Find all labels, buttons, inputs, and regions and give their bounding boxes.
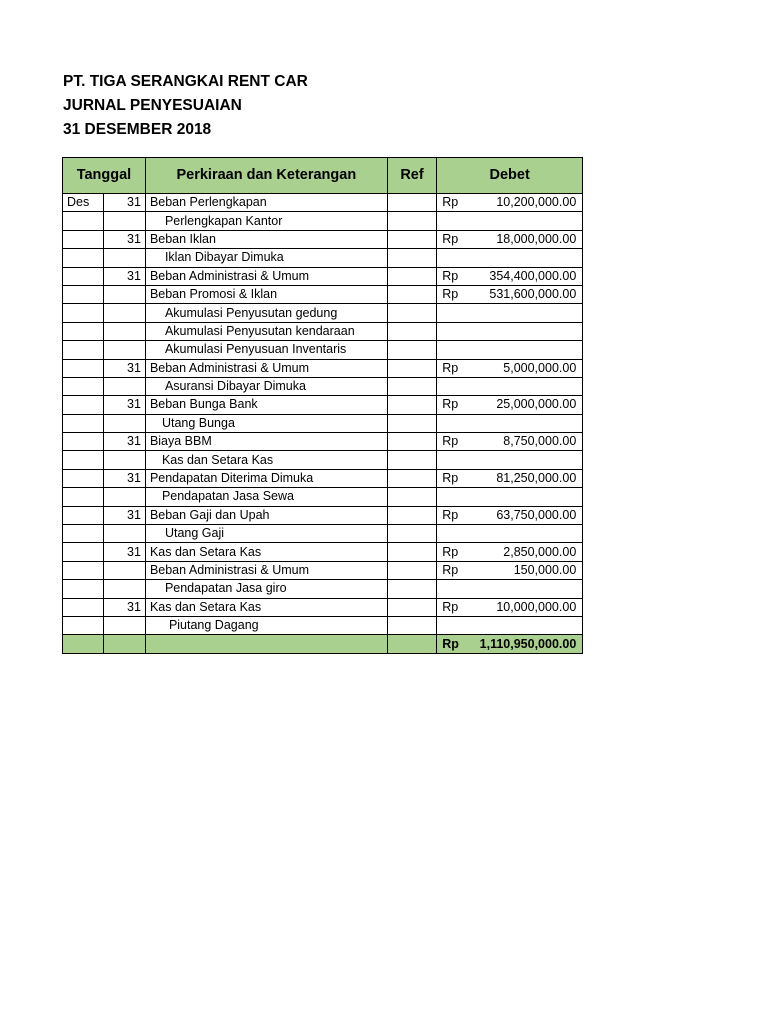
row-debet	[437, 580, 583, 598]
row-ref	[387, 598, 437, 616]
total-amount: 1,110,950,000.00	[479, 636, 577, 651]
row-ref	[387, 543, 437, 561]
row-ref	[387, 506, 437, 524]
table-row	[63, 249, 583, 267]
row-debet	[437, 433, 583, 451]
row-debet	[437, 506, 583, 524]
company-name: PT. TIGA SERANGKAI RENT CAR	[63, 73, 308, 90]
row-month	[63, 451, 104, 469]
row-currency: Rp	[442, 397, 459, 412]
table-row	[63, 580, 583, 598]
row-amount: 5,000,000.00	[503, 360, 577, 375]
row-currency: Rp	[442, 507, 459, 522]
row-currency: Rp	[442, 360, 459, 375]
row-amount: 150,000.00	[513, 563, 577, 577]
col-header-ref: Ref	[387, 158, 437, 194]
row-day: 31	[104, 469, 145, 487]
row-debet	[437, 249, 583, 267]
row-description: Akumulasi Penyusutan kendaraan	[145, 322, 387, 340]
table-row	[63, 525, 583, 543]
row-debet	[437, 561, 583, 579]
row-month	[63, 322, 104, 340]
row-description: Beban Administrasi & Umum	[145, 267, 387, 285]
row-description: Pendapatan Jasa giro	[145, 580, 387, 598]
row-ref	[387, 469, 437, 487]
row-debet	[437, 396, 583, 414]
table-row	[63, 267, 583, 285]
row-day	[104, 451, 145, 469]
row-amount: 2,850,000.00	[503, 544, 577, 559]
row-month	[63, 561, 104, 579]
row-amount: 531,600,000.00	[489, 287, 577, 302]
row-debet	[437, 212, 583, 230]
row-day: 31	[104, 543, 145, 561]
journal-date: 31 DESEMBER 2018	[63, 121, 212, 138]
row-ref	[387, 396, 437, 414]
row-currency: Rp	[442, 268, 459, 283]
row-description: Kas dan Setara Kas	[145, 451, 387, 469]
row-month	[63, 285, 104, 303]
row-month	[63, 212, 104, 230]
row-month	[63, 488, 104, 506]
row-debet	[437, 377, 583, 395]
row-day	[104, 580, 145, 598]
row-day	[104, 616, 145, 634]
row-description: Beban Gaji dan Upah	[145, 506, 387, 524]
table-row	[63, 469, 583, 487]
row-month	[63, 249, 104, 267]
row-amount: 10,000,000.00	[496, 599, 577, 614]
row-day	[104, 341, 145, 359]
table-row	[63, 506, 583, 524]
row-ref	[387, 359, 437, 377]
row-currency: Rp	[442, 471, 459, 486]
row-month	[63, 359, 104, 377]
row-ref	[387, 433, 437, 451]
row-month	[63, 230, 104, 248]
row-amount: 8,750,000.00	[503, 434, 577, 449]
table-row	[63, 377, 583, 395]
row-amount: 63,750,000.00	[496, 507, 577, 522]
row-description: Perlengkapan Kantor	[145, 212, 387, 230]
row-debet	[437, 525, 583, 543]
table-row	[63, 194, 583, 212]
journal-table	[62, 157, 583, 654]
row-debet	[437, 341, 583, 359]
row-debet	[437, 543, 583, 561]
row-day	[104, 525, 145, 543]
row-currency: Rp	[442, 544, 459, 559]
row-description: Biaya BBM	[145, 433, 387, 451]
row-ref	[387, 212, 437, 230]
row-amount: 25,000,000.00	[496, 397, 577, 412]
row-ref	[387, 616, 437, 634]
journal-body	[63, 194, 583, 635]
row-ref	[387, 285, 437, 303]
row-month	[63, 304, 104, 322]
row-day: 31	[104, 396, 145, 414]
table-row	[63, 488, 583, 506]
table-row	[63, 616, 583, 634]
row-description: Akumulasi Penyusutan gedung	[145, 304, 387, 322]
total-debet-cell	[437, 635, 583, 653]
row-day	[104, 212, 145, 230]
table-row	[63, 433, 583, 451]
col-header-keterangan: Perkiraan dan Keterangan	[145, 158, 387, 194]
table-row	[63, 230, 583, 248]
row-day	[104, 285, 145, 303]
row-debet	[437, 285, 583, 303]
table-row	[63, 598, 583, 616]
row-ref	[387, 525, 437, 543]
total-empty-day	[104, 635, 145, 653]
row-description: Beban Administrasi & Umum	[145, 359, 387, 377]
row-ref	[387, 341, 437, 359]
row-ref	[387, 377, 437, 395]
row-ref	[387, 451, 437, 469]
row-ref	[387, 194, 437, 212]
row-description: Iklan Dibayar Dimuka	[145, 249, 387, 267]
row-description: Asuransi Dibayar Dimuka	[145, 377, 387, 395]
row-day: 31	[104, 359, 145, 377]
row-day: 31	[104, 230, 145, 248]
row-ref	[387, 414, 437, 432]
table-row	[63, 322, 583, 340]
row-debet	[437, 304, 583, 322]
table-row	[63, 414, 583, 432]
table-row	[63, 451, 583, 469]
row-day: 31	[104, 194, 145, 212]
row-month	[63, 433, 104, 451]
row-debet	[437, 267, 583, 285]
row-description: Beban Promosi & Iklan	[145, 285, 387, 303]
row-currency: Rp	[442, 563, 459, 577]
table-row	[63, 543, 583, 561]
row-day	[104, 377, 145, 395]
row-month	[63, 396, 104, 414]
row-debet	[437, 488, 583, 506]
total-row	[63, 635, 583, 653]
document-heading	[63, 70, 308, 142]
row-month	[63, 543, 104, 561]
row-month	[63, 598, 104, 616]
row-month	[63, 506, 104, 524]
total-empty-desc	[145, 635, 387, 653]
row-ref	[387, 322, 437, 340]
row-month	[63, 377, 104, 395]
col-header-debet: Debet	[437, 158, 583, 194]
row-ref	[387, 561, 437, 579]
row-description: Beban Iklan	[145, 230, 387, 248]
table-row	[63, 285, 583, 303]
row-debet	[437, 598, 583, 616]
total-currency: Rp	[442, 636, 459, 651]
table-row	[63, 396, 583, 414]
row-ref	[387, 304, 437, 322]
table-row	[63, 561, 583, 579]
row-description: Beban Administrasi & Umum	[145, 561, 387, 579]
row-day: 31	[104, 506, 145, 524]
row-day: 31	[104, 598, 145, 616]
row-currency: Rp	[442, 231, 459, 246]
row-description: Kas dan Setara Kas	[145, 543, 387, 561]
row-description: Pendapatan Jasa Sewa	[145, 488, 387, 506]
total-empty-month	[63, 635, 104, 653]
row-debet	[437, 469, 583, 487]
row-debet	[437, 451, 583, 469]
table-row	[63, 359, 583, 377]
row-description: Kas dan Setara Kas	[145, 598, 387, 616]
total-empty-ref	[387, 635, 437, 653]
table-row	[63, 304, 583, 322]
row-description: Beban Bunga Bank	[145, 396, 387, 414]
row-description: Pendapatan Diterima Dimuka	[145, 469, 387, 487]
row-amount: 18,000,000.00	[496, 231, 577, 246]
row-currency: Rp	[442, 287, 459, 302]
row-month	[63, 414, 104, 432]
table-row	[63, 341, 583, 359]
row-month	[63, 616, 104, 634]
table-header-row	[63, 158, 583, 194]
row-currency: Rp	[442, 599, 459, 614]
row-day	[104, 322, 145, 340]
col-header-tanggal: Tanggal	[63, 158, 146, 194]
row-month	[63, 469, 104, 487]
row-day	[104, 304, 145, 322]
row-day: 31	[104, 267, 145, 285]
row-day	[104, 249, 145, 267]
row-description: Utang Bunga	[145, 414, 387, 432]
row-month	[63, 580, 104, 598]
row-ref	[387, 230, 437, 248]
row-amount: 10,200,000.00	[496, 195, 577, 210]
row-amount: 81,250,000.00	[496, 471, 577, 486]
row-description: Piutang Dagang	[145, 616, 387, 634]
row-debet	[437, 616, 583, 634]
row-description: Akumulasi Penyusuan Inventaris	[145, 341, 387, 359]
row-month	[63, 267, 104, 285]
row-day: 31	[104, 433, 145, 451]
journal-title: JURNAL PENYESUAIAN	[63, 97, 242, 114]
row-currency: Rp	[442, 434, 459, 449]
row-ref	[387, 267, 437, 285]
row-ref	[387, 580, 437, 598]
row-month: Des	[63, 194, 104, 212]
row-debet	[437, 230, 583, 248]
row-description: Utang Gaji	[145, 525, 387, 543]
row-month	[63, 341, 104, 359]
row-debet	[437, 322, 583, 340]
row-description: Beban Perlengkapan	[145, 194, 387, 212]
row-debet	[437, 414, 583, 432]
row-currency: Rp	[442, 195, 459, 210]
row-debet	[437, 194, 583, 212]
row-debet	[437, 359, 583, 377]
table-row	[63, 212, 583, 230]
row-month	[63, 525, 104, 543]
row-day	[104, 414, 145, 432]
row-day	[104, 561, 145, 579]
row-ref	[387, 488, 437, 506]
row-amount: 354,400,000.00	[489, 268, 577, 283]
row-ref	[387, 249, 437, 267]
row-day	[104, 488, 145, 506]
